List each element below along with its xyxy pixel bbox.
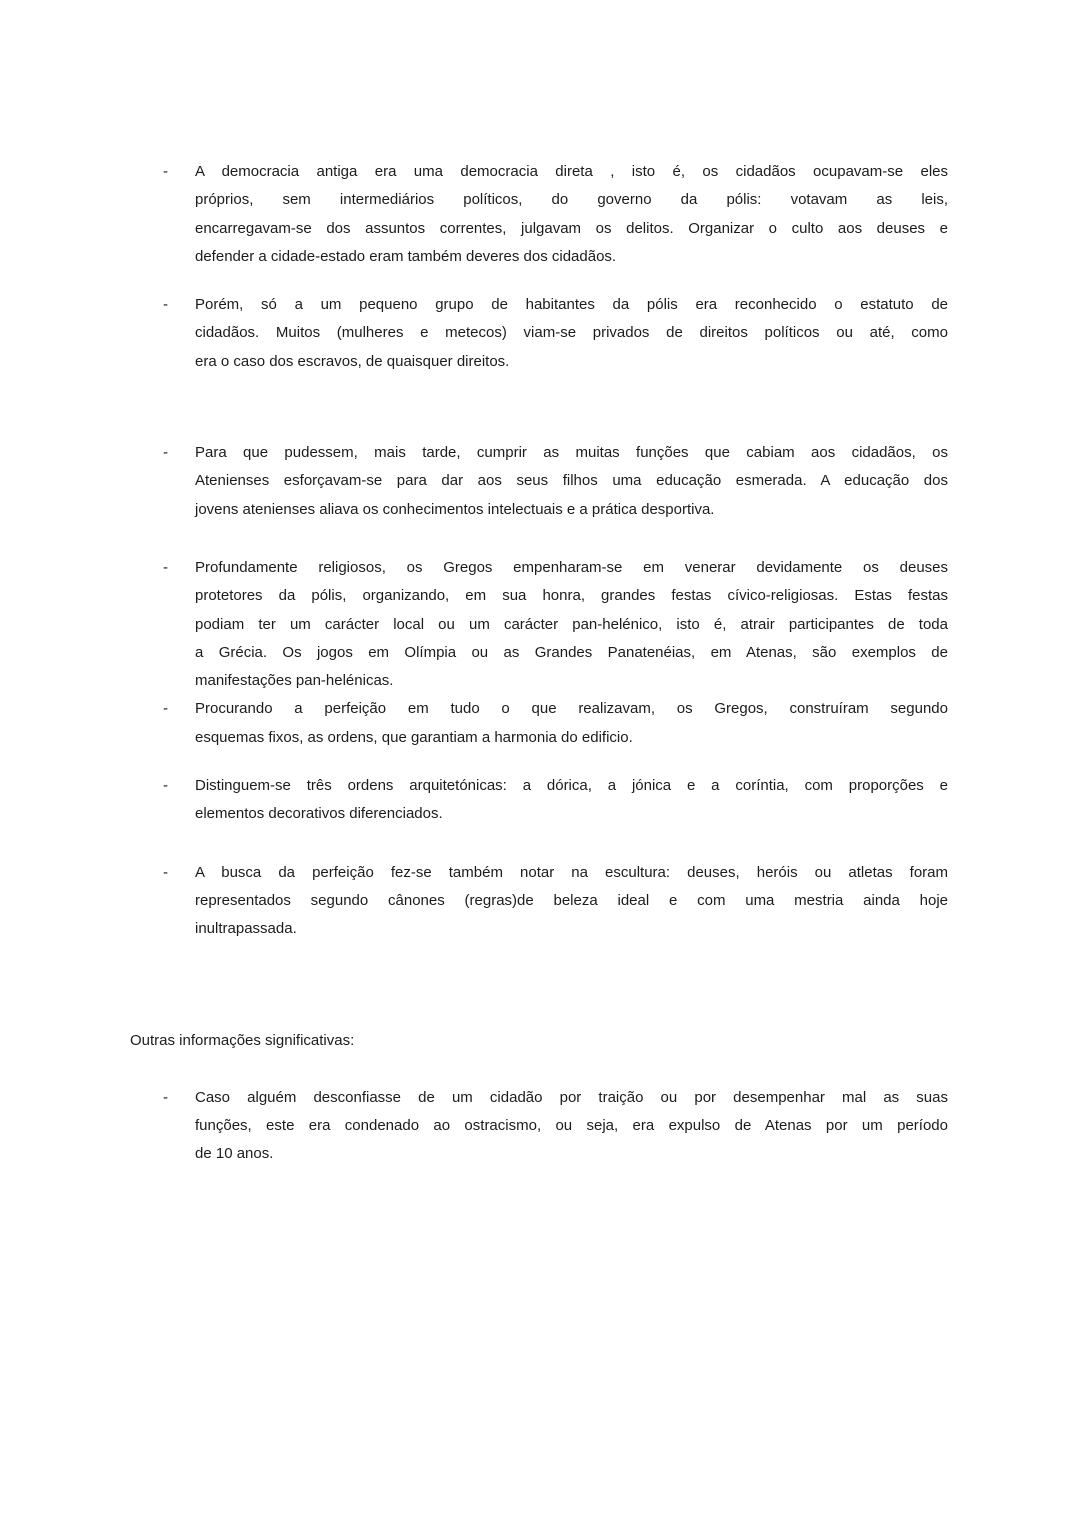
bullet-line: protetores da pólis, organizando, em sua honra, grandes festas cívico-religiosas. Estas festas [195,587,948,605]
bullet-line: encarregavam-se dos assuntos correntes, julgavam os delitos. Organizar o culto aos deuses e [195,219,948,237]
bullet-item [130,1084,948,1169]
bullet-dash: - [163,700,168,718]
bullet-line: de 10 anos. [195,1145,274,1163]
bullet-line: próprios, sem intermediários políticos, do governo da pólis: votavam as leis, [195,191,948,209]
bullet-line: jovens atenienses aliava os conhecimentos intelectuais e a prática desportiva. [195,500,715,518]
bullet-line: A democracia antiga era uma democracia direta , isto é, os cidadãos ocupavam-se eles [195,163,948,180]
bullet-item [130,439,948,524]
bullet-dash: - [163,558,168,576]
bullet-line: Caso alguém desconfiasse de um cidadão por traição ou por desempenhar mal as suas [195,1088,948,1106]
bullet-item [130,158,948,271]
bullet-line: Atenienses esforçavam-se para dar aos seus filhos uma educação esmerada. A educação dos [195,472,948,490]
bullet-line: era o caso dos escravos, de quaisquer direitos. [195,352,510,370]
bullet-line: podiam ter um carácter local ou um carácter pan-helénico, isto é, atrair participantes de toda [195,615,948,633]
bullet-line: Para que pudessem, mais tarde, cumprir as muitas funções que cabiam aos cidadãos, os [195,444,948,462]
bullet-item [130,554,948,695]
bullet-line: A busca da perfeição fez-se também notar na escultura: deuses, heróis ou atletas foram [195,863,948,881]
bullet-dash: - [163,863,168,881]
bullet-line: Profundamente religiosos, os Gregos empenharam-se em venerar devidamente os deuses [195,558,948,576]
bullet-line: esquemas fixos, as ordens, que garantiam a harmonia do edificio. [195,728,633,746]
bullet-dash: - [163,444,168,462]
bullet-line: elementos decorativos diferenciados. [195,805,443,823]
bullet-line: Distinguem-se três ordens arquitetónicas: a dórica, a jónica e a coríntia, com proporções e [195,777,948,795]
bullet-line: defender a cidade-estado eram também deveres dos cidadãos. [195,247,617,265]
bullet-line: inultrapassada. [195,920,297,938]
bullet-item [130,772,948,829]
bullet-line: Procurando a perfeição em tudo o que realizavam, os Gregos, construíram segundo [195,700,948,718]
bullet-item [130,695,948,752]
bullet-item [130,291,948,376]
bullet-line: a Grécia. Os jogos em Olímpia ou as Grandes Panatenéias, em Atenas, são exemplos de [195,643,948,661]
bullet-line: representados segundo cânones (regras)de beleza ideal e com uma mestria ainda hoje [195,891,948,909]
bullet-dash: - [163,1088,168,1106]
document-content [130,158,948,1169]
bullet-line: manifestações pan-helénicas. [195,672,394,690]
bullet-dash: - [163,163,168,180]
bullet-item [130,859,948,944]
bullet-dash: - [163,777,168,795]
bullet-line: funções, este era condenado ao ostracismo, ou seja, era expulso de Atenas por um período [195,1117,948,1135]
bullet-line: cidadãos. Muitos (mulheres e metecos) viam-se privados de direitos políticos ou até, como [195,324,948,342]
section-heading: Outras informações significativas: [130,1031,355,1049]
bullet-dash: - [163,296,168,314]
bullet-line: Porém, só a um pequeno grupo de habitantes da pólis era reconhecido o estatuto de [195,296,948,314]
